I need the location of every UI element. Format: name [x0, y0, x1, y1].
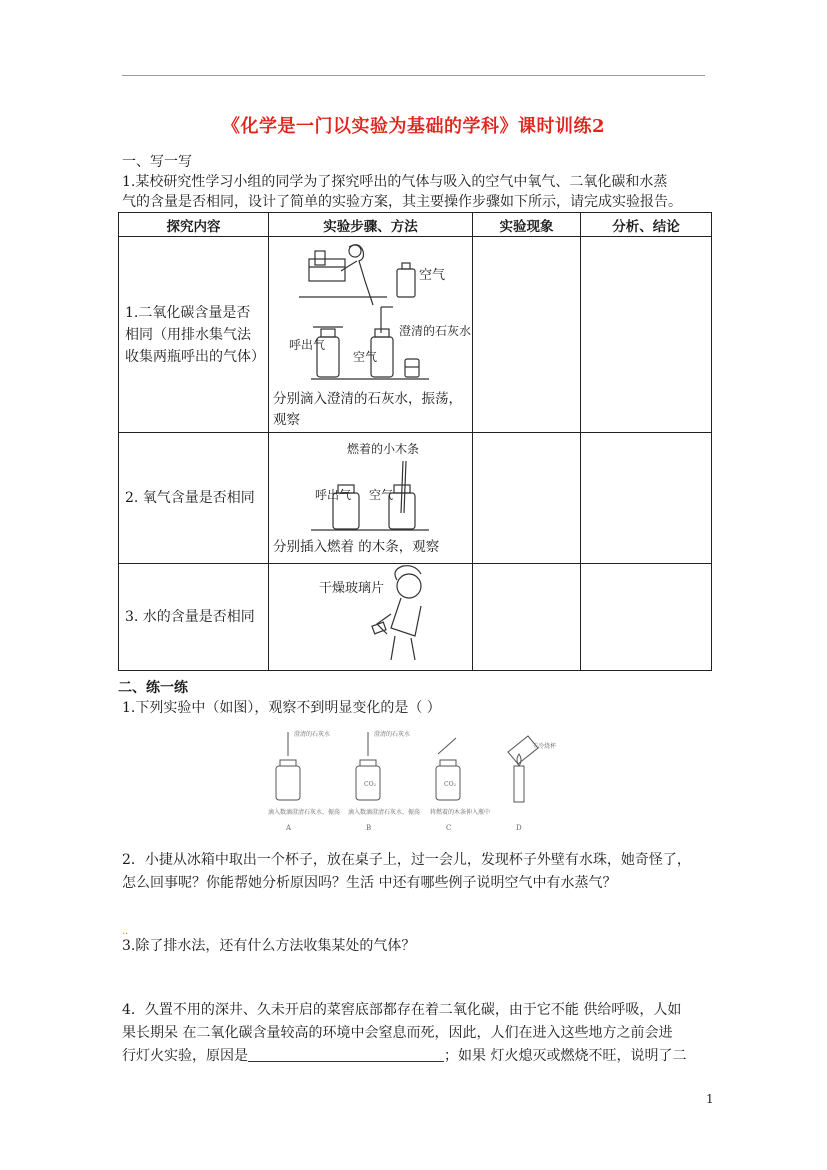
page-number: 1 [706, 1092, 714, 1106]
fig-b-label: 澄清的石灰水 [374, 731, 411, 738]
header-rule [122, 75, 705, 76]
practice-question-4-line-3 [122, 1046, 686, 1066]
topic-oxygen: 2. 氧气含量是否相同 [119, 433, 269, 564]
section-1-heading: 一、写一写 [122, 154, 192, 170]
step-text-co2: 分别滴入澄清的石灰水，振荡，观察 [273, 391, 462, 428]
practice-question-1: 1.下列实验中（如图），观察不到明显变化的是（ ） [122, 700, 441, 716]
fig-letter-a: A [286, 824, 292, 832]
practice-q1-figure [260, 726, 560, 836]
fig-label-glass: 干燥玻璃片 [319, 581, 385, 596]
header-conclusion: 分析、结论 [581, 213, 712, 237]
fig-label-stick: 燃着的小木条 [347, 442, 420, 456]
header-steps: 实验步骤、方法 [269, 213, 473, 237]
conclusion-input-oxygen[interactable] [581, 433, 712, 564]
practice-question-2-line-2: 怎么回事呢？你能帮她分析原因吗？生活 中还有哪些例子说明空气中有水蒸气？ [122, 875, 617, 891]
practice-question-3: 3.除了排水法，还有什么方法收集某处的气体？ [122, 938, 416, 954]
fig-label-air: 空气 [353, 350, 378, 364]
fig-label-air-top: 空气 [419, 268, 446, 283]
fig-label-limewater: 澄清的石灰水 [399, 324, 472, 338]
step-cell-water [269, 564, 473, 671]
practice-question-4-line-2: 果长期呆 在二氧化碳含量较高的环境中会窒息而死，因此，人们在进入这些地方之前会进 [122, 1025, 673, 1041]
observation-input-oxygen[interactable] [473, 433, 581, 564]
step-text-oxygen: 分别插入燃着 的木条，观察 [273, 539, 440, 555]
fig-label-breath: 呼出气 [289, 338, 326, 352]
fig-b-co2: CO₂ [364, 781, 376, 788]
practice-question-4-line-1: 4．久置不用的深井、久未开启的菜窖底部都存在着二氧化碳，由于它不能 供给呼吸，人如 [122, 1002, 682, 1018]
fig-c-co2: CO₂ [444, 781, 456, 788]
fig-d-label: 干冷烧杯 [532, 743, 557, 750]
decorative-mark: .. [122, 926, 129, 937]
step-cell-oxygen [269, 433, 473, 564]
header-topic: 探究内容 [119, 213, 269, 237]
q4-line3-prefix: 行灯火实验，原因是 [122, 1048, 248, 1064]
q4-line3-suffix: ；如果 灯火熄灭或燃烧不旺，说明了二 [444, 1048, 687, 1064]
observation-input-co2[interactable] [473, 237, 581, 433]
q4-answer-blank[interactable] [248, 1046, 444, 1062]
fig-letter-c: C [446, 824, 452, 832]
experiment-report-table [118, 212, 712, 671]
topic-water: 3. 水的含量是否相同 [119, 564, 269, 671]
step-cell-co2 [269, 237, 473, 433]
conclusion-input-co2[interactable] [581, 237, 712, 433]
fig-label-air-2: 空气 [369, 488, 394, 502]
conclusion-input-water[interactable] [581, 564, 712, 671]
fig-a-label: 澄清的石灰水 [294, 731, 331, 738]
question-1-line-2: 气的含量是否相同，设计了简单的实验方案，其主要操作步骤如下所示，请完成实验报告。 [122, 194, 682, 210]
page-title: 《化学是一门以实验为基础的学科》课时训练2 [221, 116, 606, 137]
observation-input-water[interactable] [473, 564, 581, 671]
fig-b-caption: 滴入数滴澄清石灰水、振荡 [348, 809, 421, 816]
water-experiment-illustration [269, 564, 473, 671]
fig-label-breath-2: 呼出气 [315, 488, 352, 502]
fig-c-caption: 将燃着的木条伸入瓶中 [430, 809, 491, 816]
topic-co2: 1.二氧化碳含量是否相同（用排水集气法收集两瓶呼出的气体） [119, 237, 269, 433]
fig-letter-d: D [516, 824, 522, 832]
section-2-heading: 二、练一练 [118, 680, 188, 696]
fig-letter-b: B [366, 824, 372, 832]
fig-a-caption: 滴入数滴澄清石灰水、振荡 [268, 809, 341, 816]
header-observation: 实验现象 [473, 213, 581, 237]
practice-question-2-line-1: 2．小捷从冰箱中取出一个杯子，放在桌子上，过一会儿，发现杯子外壁有水珠，她奇怪了， [122, 852, 691, 868]
question-1-line-1: 1.某校研究性学习小组的同学为了探究呼出的气体与吸入的空气中氧气、二氧化碳和水蒸 [122, 174, 668, 190]
